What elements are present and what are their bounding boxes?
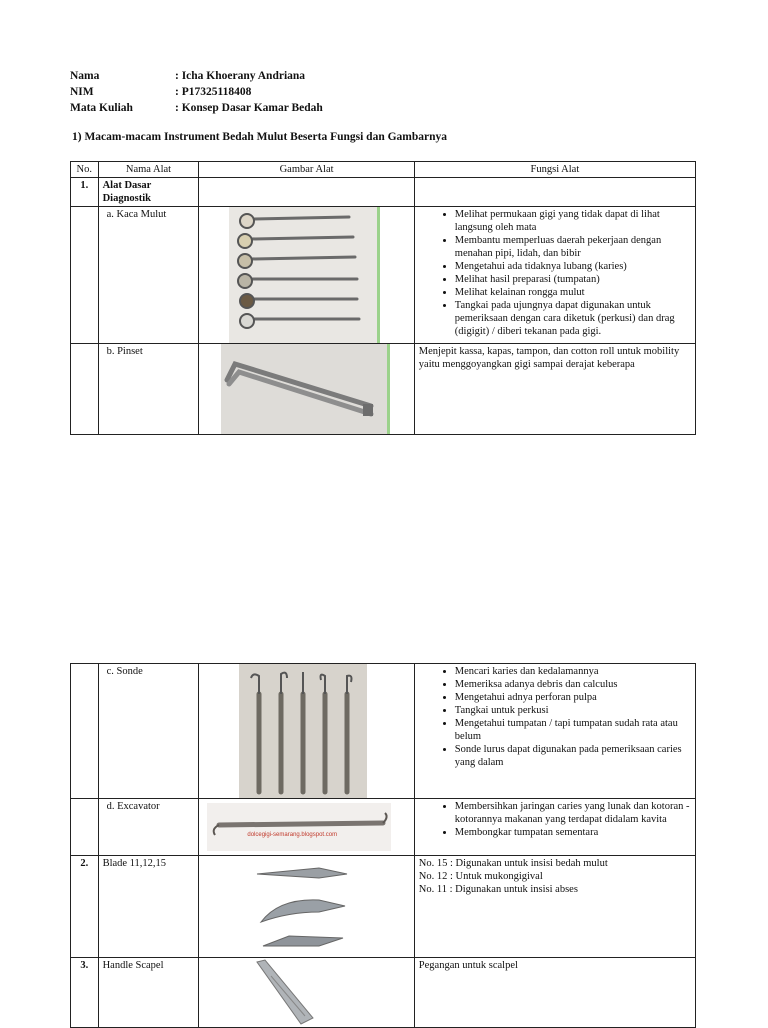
blade-photo — [249, 860, 359, 954]
image-watermark: dolcegigi-semarang.blogspot.com — [247, 832, 338, 838]
function-cell — [414, 178, 695, 207]
table-header-row — [71, 162, 696, 178]
image-cell — [199, 856, 414, 958]
instrument-name: Alat Dasar Diagnostik — [98, 178, 199, 207]
function-cell — [414, 344, 695, 435]
list-item: • Membongkar tumpatan sementara — [455, 826, 691, 839]
table-row — [71, 344, 696, 435]
instrument-name: b. Pinset — [98, 344, 199, 435]
function-cell — [414, 856, 695, 958]
image-cell — [199, 958, 414, 1028]
info-row-course — [70, 100, 323, 116]
scalpel-handle-icon — [251, 958, 357, 1026]
row-number — [71, 664, 99, 799]
function-cell — [414, 207, 695, 344]
table-row — [71, 178, 696, 207]
explorer-probe-icon — [239, 664, 367, 798]
function-text: Pegangan untuk scalpel — [418, 960, 518, 971]
info-label: Mata Kuliah — [70, 102, 133, 114]
function-cell — [414, 664, 695, 799]
excavator-photo — [207, 803, 391, 851]
tweezers-icon — [221, 344, 387, 434]
list-item: • Mengetahui tumpatan / tapi tumpatan sudah rata atau belum — [455, 717, 691, 743]
sonde-photo — [239, 664, 367, 798]
list-item: • Tangkai pada ujungnya dapat digunakan untuk pemeriksaan dengan cara diketuk (perkusi) dan drag (digigit) / diberi tekanan pada gigi. — [455, 299, 691, 338]
image-cell — [199, 178, 414, 207]
mouth-mirror-icon — [229, 207, 377, 343]
excavator-icon — [207, 803, 391, 851]
instrument-table-1 — [70, 161, 696, 435]
table-row — [71, 207, 696, 344]
row-number — [71, 799, 99, 856]
student-info — [70, 68, 323, 116]
instrument-name: c. Sonde — [98, 664, 199, 799]
instrument-table-2 — [70, 663, 696, 1028]
image-cell — [199, 344, 414, 435]
image-cell — [199, 207, 414, 344]
list-item: • Mengetahui adnya perforan pulpa — [455, 691, 691, 704]
table-row — [71, 799, 696, 856]
row-number — [71, 344, 99, 435]
tweezers-photo — [221, 344, 390, 434]
function-list — [419, 800, 691, 839]
table-row — [71, 856, 696, 958]
list-item: • Mencari karies dan kedalamannya — [455, 665, 691, 678]
info-row-name — [70, 68, 323, 84]
header-image: Gambar Alat — [199, 162, 414, 178]
table-row — [71, 664, 696, 799]
info-row-nim — [70, 84, 323, 100]
function-cell — [414, 799, 695, 856]
function-line: No. 12 : Untuk mukongigival — [418, 871, 543, 882]
instrument-name: Handle Scapel — [98, 958, 199, 1028]
function-list — [419, 665, 691, 769]
function-line: No. 11 : Digunakan untuk insisi abses — [418, 884, 578, 895]
image-cell — [199, 664, 414, 799]
row-number: 3. — [71, 958, 99, 1028]
row-number: 2. — [71, 856, 99, 958]
function-cell — [414, 958, 695, 1028]
list-item: • Membersihkan jaringan caries yang lunak dan kotoran -kotorannya makanan yang terdapat didalam kavita — [455, 800, 691, 826]
list-item: • Membantu memperluas daerah pekerjaan dengan menahan pipi, lidah, dan bibir — [455, 234, 691, 260]
table-row — [71, 958, 696, 1028]
info-value: : Konsep Dasar Kamar Bedah — [175, 102, 323, 114]
info-value: : P17325118408 — [175, 86, 252, 98]
list-item: • Melihat permukaan gigi yang tidak dapat di lihat langsung oleh mata — [455, 208, 691, 234]
function-list — [419, 208, 691, 338]
list-item: • Sonde lurus dapat digunakan pada pemeriksaan caries yang dalam — [455, 743, 691, 769]
row-number — [71, 207, 99, 344]
image-cell — [199, 799, 414, 856]
instrument-name: d. Excavator — [98, 799, 199, 856]
info-label: Nama — [70, 70, 100, 82]
list-item: • Melihat kelainan rongga mulut — [455, 286, 691, 299]
section-heading: 1) Macam-macam Instrument Bedah Mulut Beserta Fungsi dan Gambarnya — [72, 131, 448, 143]
list-item: • Memeriksa adanya debris dan calculus — [455, 678, 691, 691]
info-value: : Icha Khoerany Andriana — [175, 70, 306, 82]
header-name: Nama Alat — [98, 162, 199, 178]
header-function: Fungsi Alat — [414, 162, 695, 178]
instrument-name: Blade 11,12,15 — [98, 856, 199, 958]
function-text: Menjepit kassa, kapas, tampon, dan cotton roll untuk mobility yaitu menggoyangkan gigi sampai derajat keberapa — [418, 346, 680, 370]
list-item: • Tangkai untuk perkusi — [455, 704, 691, 717]
header-no: No. — [71, 162, 99, 178]
scalpel-blade-icon — [249, 860, 359, 954]
row-number: 1. — [71, 178, 99, 207]
list-item: • Melihat hasil preparasi (tumpatan) — [455, 273, 691, 286]
info-label: NIM — [70, 86, 94, 98]
scalpel-handle-photo — [251, 958, 357, 1026]
list-item: • Mengetahui ada tidaknya lubang (karies) — [455, 260, 691, 273]
function-line: No. 15 : Digunakan untuk insisi bedah mulut — [418, 858, 608, 869]
mouth-mirror-photo — [229, 207, 380, 343]
instrument-name: a. Kaca Mulut — [98, 207, 199, 344]
